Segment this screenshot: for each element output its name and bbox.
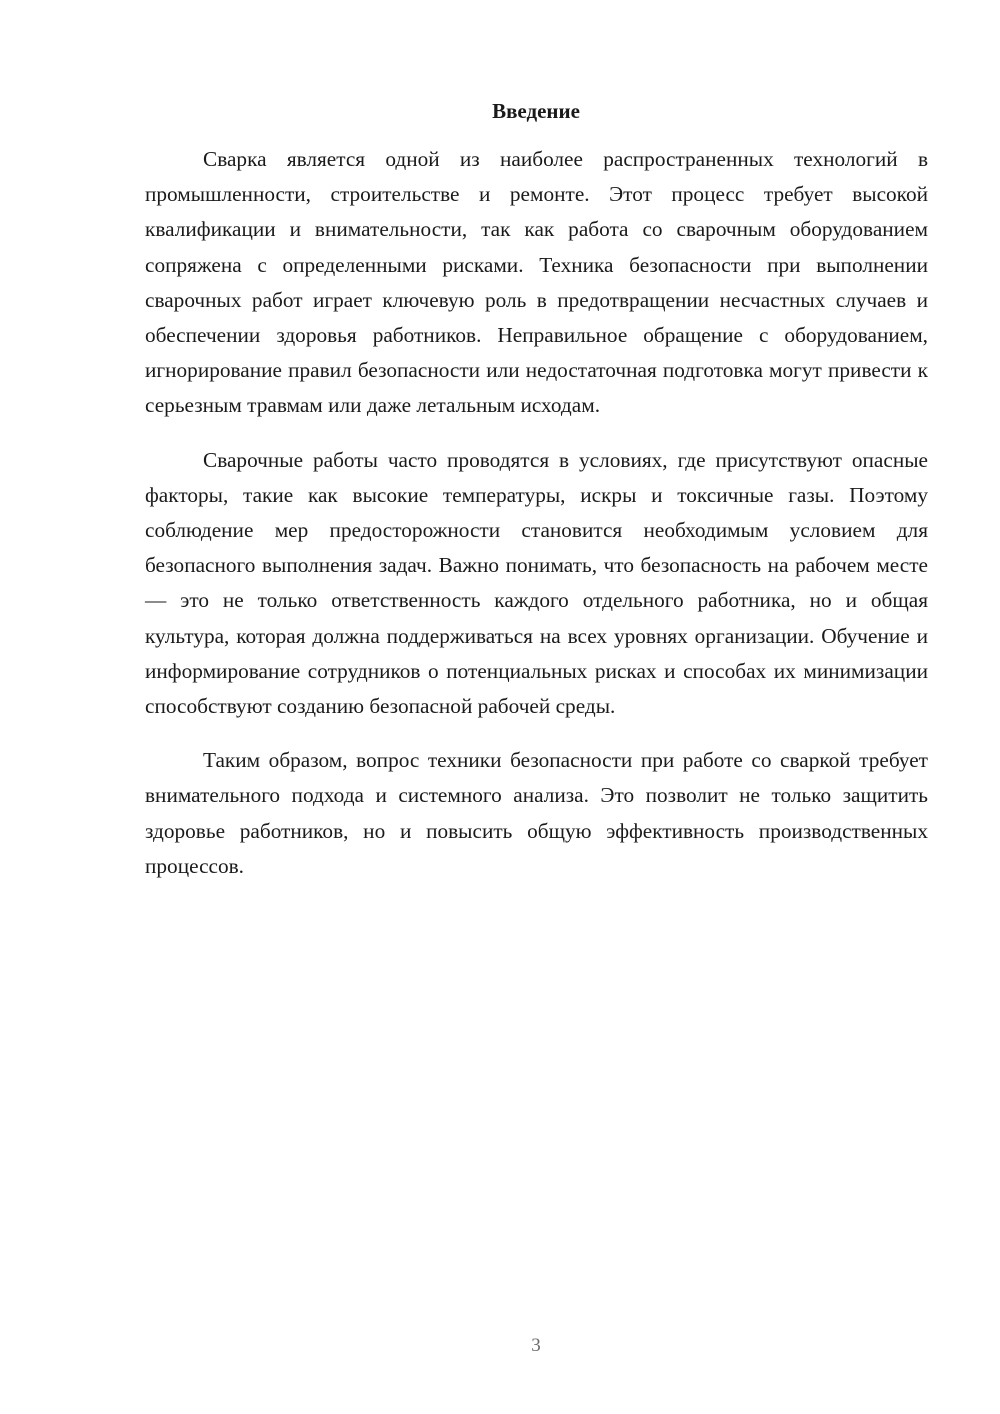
- paragraph-1: Сварка является одной из наиболее распространенных технологий в промышленности, строительстве и ремонте. Этот процесс требует высокой квалификации и внимательности, так как работа со сварочным оборудованием сопряжена с определенными рисками. Техника безопасности при выполнении сварочных работ играет ключевую роль в предотвращении несчастных случаев и обеспечении здоровья работников. Неправильное обращение с оборудованием, игнорирование правил безопасности или недостаточная подготовка могут привести к серьезным травмам или даже летальным исходам.: [145, 147, 928, 418]
- section-title: Введение: [492, 99, 580, 123]
- page-number: 3: [531, 1335, 541, 1356]
- paragraph-3: Таким образом, вопрос техники безопасности при работе со сваркой требует внимательного подхода и системного анализа. Это позволит не только защитить здоровье работников, но и повысить общую эффективность производственных процессов.: [145, 748, 928, 878]
- body-text: [145, 142, 928, 903]
- paragraph-2: Сварочные работы часто проводятся в условиях, где присутствуют опасные факторы, такие как высокие температуры, искры и токсичные газы. Поэтому соблюдение мер предосторожности становится необходимым условием для безопасного выполнения задач. Важно понимать, что безопасность на рабочем месте — это не только ответственность каждого отдельного работника, но и общая культура, которая должна поддерживаться на всех уровнях организации. Обучение и информирование сотрудников о потенциальных рисках и способах их минимизации способствуют созданию безопасной рабочей среды.: [145, 447, 928, 719]
